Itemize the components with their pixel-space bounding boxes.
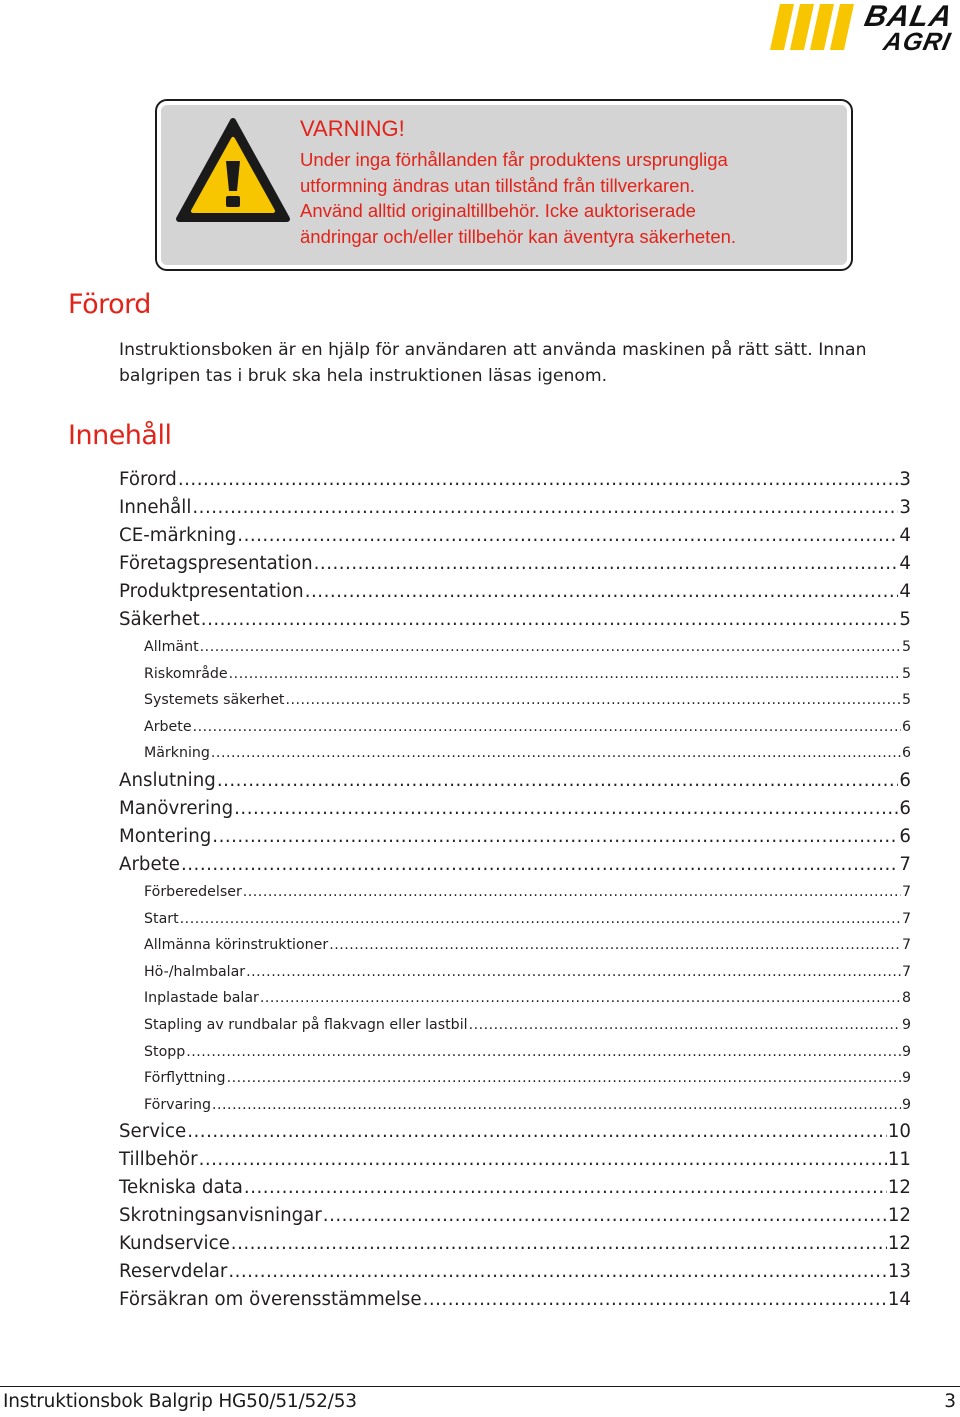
warning-line: Använd alltid originaltillbehör. Icke auktoriserade [300, 200, 696, 221]
footer-title: Instruktionsbok Balgrip HG50/51/52/53 [3, 1391, 357, 1412]
toc-dot-leader [237, 522, 898, 550]
toc-entry-label: Arbete [144, 718, 192, 735]
toc-entry-page: 4 [899, 581, 911, 602]
toc-entry-page: 4 [899, 553, 911, 574]
toc-entry[interactable] [119, 466, 911, 494]
toc-entry-page: 5 [901, 665, 911, 682]
toc-entry-page: 10 [887, 1121, 911, 1143]
toc-entry-page: 7 [901, 883, 911, 900]
toc-entry-label: Företagspresentation [119, 553, 313, 574]
toc-dot-leader [192, 494, 898, 522]
toc-entry[interactable] [119, 1174, 911, 1202]
toc-dot-leader [212, 823, 898, 851]
toc-entry-label: CE-märkning [119, 525, 237, 546]
toc-entry[interactable] [119, 1286, 911, 1314]
toc-dot-leader [181, 851, 898, 879]
toc-entry-page: 9 [901, 1070, 911, 1087]
toc-dot-leader [305, 578, 899, 606]
toc-entry-page: 5 [901, 639, 911, 655]
toc-entry-page: 7 [901, 937, 911, 954]
toc-entry-label: Anslutning [119, 769, 216, 791]
toc-entry-page: 7 [899, 853, 911, 875]
toc-dot-leader [246, 959, 901, 986]
toc-dot-leader [228, 1258, 887, 1286]
toc-entry[interactable] [119, 578, 911, 606]
toc-dot-leader [178, 466, 899, 494]
toc-entry[interactable] [119, 740, 911, 767]
warning-box [157, 101, 851, 269]
toc-entry[interactable] [119, 714, 911, 741]
toc-entry[interactable] [119, 985, 911, 1012]
toc-dot-leader [244, 1174, 887, 1202]
toc-entry-page: 4 [899, 525, 911, 546]
toc-entry[interactable] [119, 1118, 911, 1146]
toc-entry-label: Montering [119, 825, 212, 847]
toc-dot-leader [186, 1039, 901, 1066]
toc-entry-page: 11 [887, 1149, 911, 1171]
forord-heading: Förord [68, 289, 151, 320]
toc-entry-label: Förvaring [144, 1096, 212, 1113]
toc-entry[interactable] [119, 906, 911, 933]
toc-dot-leader [243, 879, 901, 906]
toc-entry-label: Produktpresentation [119, 581, 304, 602]
warning-line: ändringar och/eller tillbehör kan äventyra säkerheten. [300, 225, 737, 247]
contents-heading: Innehåll [68, 420, 172, 451]
toc-entry[interactable] [119, 1012, 911, 1039]
footer-page-number: 3 [944, 1391, 956, 1412]
toc-entry-label: Allmänna körinstruktioner [144, 937, 329, 954]
toc-entry-page: 7 [901, 910, 911, 927]
toc-dot-leader [227, 1065, 901, 1092]
toc-entry[interactable] [119, 1092, 911, 1119]
toc-dot-leader [260, 985, 901, 1012]
toc-entry[interactable] [119, 1146, 911, 1174]
toc-entry-label: Manövrering [119, 797, 234, 819]
toc-dot-leader [234, 795, 898, 823]
toc-entry[interactable] [119, 494, 911, 522]
toc-entry[interactable] [119, 795, 911, 823]
toc-entry[interactable] [119, 634, 911, 661]
toc-entry-label: Systemets säkerhet [144, 692, 285, 709]
toc-entry-label: Riskområde [144, 665, 228, 682]
toc-entry-page: 6 [899, 769, 911, 791]
toc-entry-page: 9 [901, 1043, 911, 1060]
toc-entry-label: Skrotningsanvisningar [119, 1205, 322, 1227]
logo-bala-text: BALA [861, 0, 956, 33]
toc-entry[interactable] [119, 767, 911, 795]
toc-entry[interactable] [119, 959, 911, 986]
toc-entry[interactable] [119, 1230, 911, 1258]
toc-dot-leader [212, 1092, 901, 1119]
toc-entry-page: 5 [899, 609, 911, 630]
warning-triangle-icon [175, 117, 291, 225]
bala-agri-logo [766, 0, 956, 58]
toc-entry-label: Förberedelser [144, 883, 242, 900]
toc-dot-leader [231, 1230, 887, 1258]
toc-entry-label: Innehåll [119, 497, 192, 518]
toc-entry[interactable] [119, 1258, 911, 1286]
toc-entry-label: Start [144, 910, 179, 927]
toc-entry-page: 8 [901, 990, 911, 1007]
toc-entry-label: Märkning [144, 745, 210, 762]
toc-entry-page: 12 [887, 1205, 911, 1227]
toc-entry-label: Stapling av rundbalar på flakvagn eller lastbil [144, 1016, 468, 1033]
toc-dot-leader [217, 767, 899, 795]
toc-dot-leader [200, 634, 901, 661]
toc-entry[interactable] [119, 661, 911, 688]
toc-entry-page: 3 [899, 469, 911, 490]
toc-entry-label: Kundservice [119, 1233, 230, 1255]
toc-entry[interactable] [119, 932, 911, 959]
toc-dot-leader [211, 740, 901, 767]
toc-entry[interactable] [119, 1202, 911, 1230]
toc-entry-page: 7 [901, 963, 911, 980]
toc-entry-label: Hö-/halmbalar [144, 963, 246, 980]
toc-entry-label: Förord [119, 469, 177, 490]
toc-entry-page: 6 [899, 825, 911, 847]
toc-entry[interactable] [119, 606, 911, 634]
toc-entry-page: 13 [887, 1261, 911, 1283]
toc-entry-page: 6 [901, 745, 911, 762]
toc-dot-leader [329, 932, 901, 959]
toc-dot-leader [199, 1146, 887, 1174]
toc-dot-leader [201, 606, 899, 634]
toc-entry-label: Arbete [119, 853, 180, 875]
toc-entry[interactable] [119, 823, 911, 851]
toc-dot-leader [423, 1286, 887, 1314]
toc-dot-leader [314, 550, 899, 578]
warning-title: VARNING! [300, 116, 405, 141]
warning-line: utformning ändras utan tillstånd från tillverkaren. [300, 174, 695, 196]
toc-entry-page: 12 [887, 1233, 911, 1255]
toc-entry[interactable] [119, 522, 911, 550]
toc-entry-label: Reservdelar [119, 1261, 228, 1283]
toc-entry-label: Tillbehör [119, 1149, 198, 1171]
toc-entry-page: 6 [899, 797, 911, 819]
toc-entry-page: 5 [901, 692, 911, 709]
toc-entry-page: 9 [901, 1096, 911, 1113]
toc-entry-label: Stopp [144, 1043, 186, 1060]
toc-entry-page: 6 [901, 718, 911, 735]
toc-dot-leader [286, 687, 901, 714]
toc-entry-page: 3 [899, 497, 911, 518]
footer-divider [0, 1386, 960, 1387]
toc-entry-page: 12 [887, 1177, 911, 1199]
toc-entry[interactable] [119, 550, 911, 578]
table-of-contents [119, 466, 911, 1314]
forord-paragraph: Instruktionsboken är en hjälp för användaren att använda maskinen på rätt sätt. Innan balgripen tas i bruk ska hela instruktionen läsas igenom. [119, 340, 867, 386]
toc-dot-leader [469, 1012, 901, 1039]
toc-entry[interactable] [119, 1039, 911, 1066]
toc-entry-label: Service [119, 1121, 187, 1143]
toc-entry-label: Allmänt [144, 639, 199, 655]
toc-dot-leader [323, 1202, 887, 1230]
toc-dot-leader [187, 1118, 887, 1146]
toc-dot-leader [193, 714, 901, 741]
toc-entry-label: Förflyttning [144, 1070, 226, 1087]
warning-line: Under inga förhållanden får produktens ursprungliga [300, 149, 728, 170]
logo-agri-text: AGRI [880, 28, 954, 56]
toc-entry-label: Säkerhet [119, 609, 200, 630]
toc-entry-label: Tekniska data [119, 1177, 243, 1199]
toc-entry-label: Inplastade balar [144, 990, 259, 1007]
toc-entry[interactable] [119, 1065, 911, 1092]
toc-entry-label: Försäkran om överensstämmelse [119, 1289, 422, 1311]
toc-dot-leader [180, 906, 901, 933]
toc-entry[interactable] [119, 687, 911, 714]
toc-entry-page: 14 [887, 1289, 911, 1311]
toc-entry[interactable] [119, 879, 911, 906]
toc-entry[interactable] [119, 851, 911, 879]
warning-text [300, 117, 830, 249]
toc-entry-page: 9 [901, 1016, 911, 1033]
toc-dot-leader [229, 661, 901, 688]
